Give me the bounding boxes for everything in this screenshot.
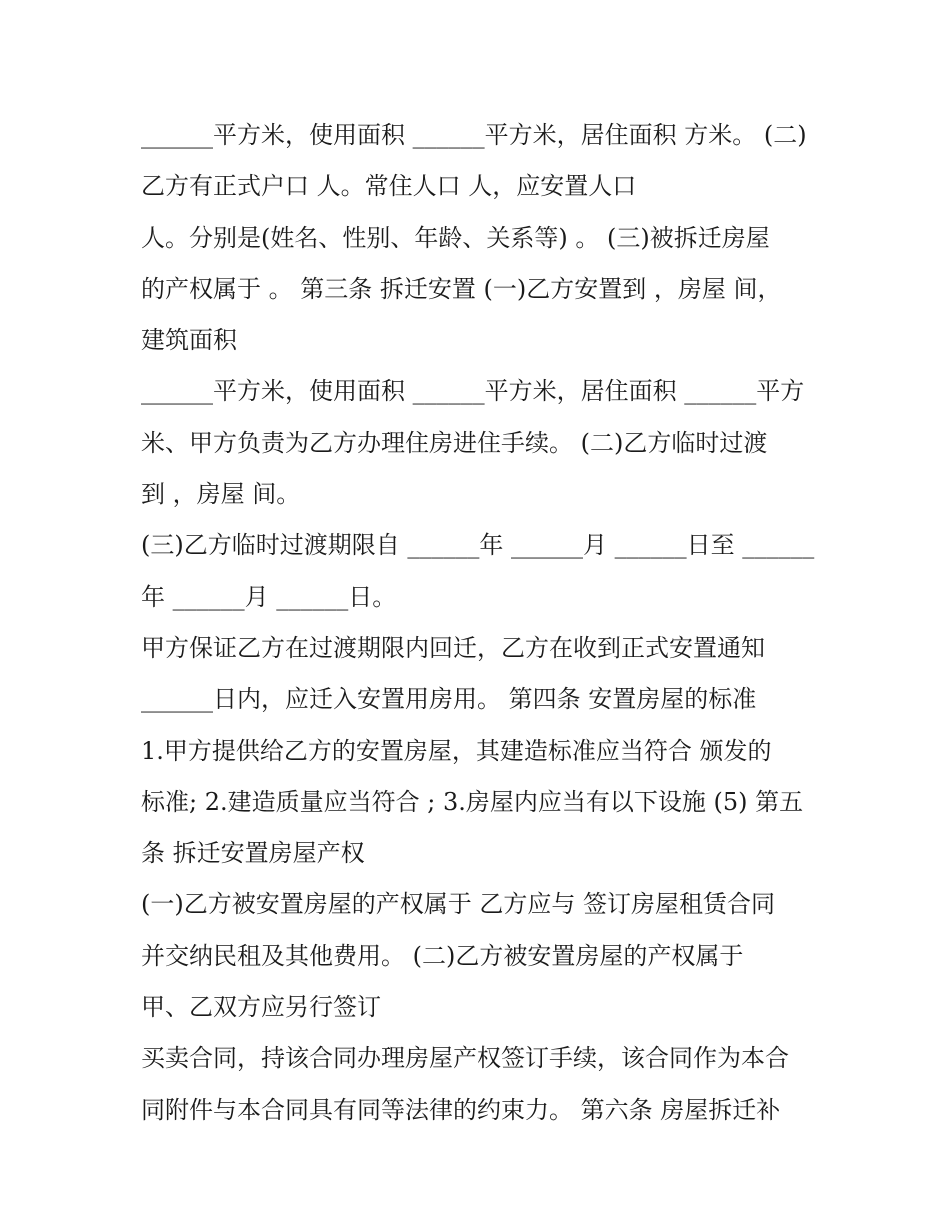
text-line-16: (一)乙方被安置房屋的产权属于 乙方应与 签订房屋租赁合同 xyxy=(141,890,775,919)
text-line-10: 年 ______月 ______日。 xyxy=(141,582,397,611)
text-line-4: 的产权属于 。 第三条 拆迁安置 (一)乙方安置到 ，房屋 间， xyxy=(141,274,782,303)
text-line-5: 建筑面积 xyxy=(141,326,237,355)
text-line-6: ______平方米，使用面积 ______平方米，居住面积 ______平方 xyxy=(141,377,805,406)
text-line-14: 标准; 2.建造质量应当符合 ; 3.房屋内应当有以下设施 (5) 第五 xyxy=(141,787,804,816)
text-line-20: 同附件与本合同具有同等法律的约束力。 第六条 房屋拆迁补 xyxy=(141,1095,781,1124)
text-line-8: 到 ，房屋 间。 xyxy=(141,480,301,509)
text-line-3: 人。分别是(姓名、性别、年龄、关系等) 。 (三)被拆迁房屋 xyxy=(141,223,770,252)
text-line-13: 1.甲方提供给乙方的安置房屋，其建造标准应当符合 颁发的 xyxy=(141,736,772,765)
text-line-11: 甲方保证乙方在过渡期限内回迁，乙方在收到正式安置通知 xyxy=(141,633,765,662)
contract-text-body xyxy=(141,110,821,1136)
text-line-7: 米、甲方负责为乙方办理住房进住手续。 (二)乙方临时过渡 xyxy=(141,428,768,457)
text-line-1: ______平方米，使用面积 ______平方米，居住面积 方米。 (二) xyxy=(141,121,807,149)
text-line-19: 买卖合同，持该合同办理房屋产权签订手续，该合同作为本合 xyxy=(141,1044,789,1073)
text-line-2: 乙方有正式户口 人。常住人口 人，应安置人口 xyxy=(141,172,637,201)
text-line-17: 并交纳民租及其他费用。 (二)乙方被安置房屋的产权属于 xyxy=(141,941,744,970)
text-line-18: 甲、乙双方应另行签订 xyxy=(141,993,381,1022)
text-line-9: (三)乙方临时过渡期限自 ______年 ______月 ______日至 ______ xyxy=(141,531,815,560)
text-line-12: ______日内，应迁入安置用房用。 第四条 安置房屋的标准 xyxy=(141,685,757,714)
text-line-15: 条 拆迁安置房屋产权 xyxy=(141,839,365,868)
